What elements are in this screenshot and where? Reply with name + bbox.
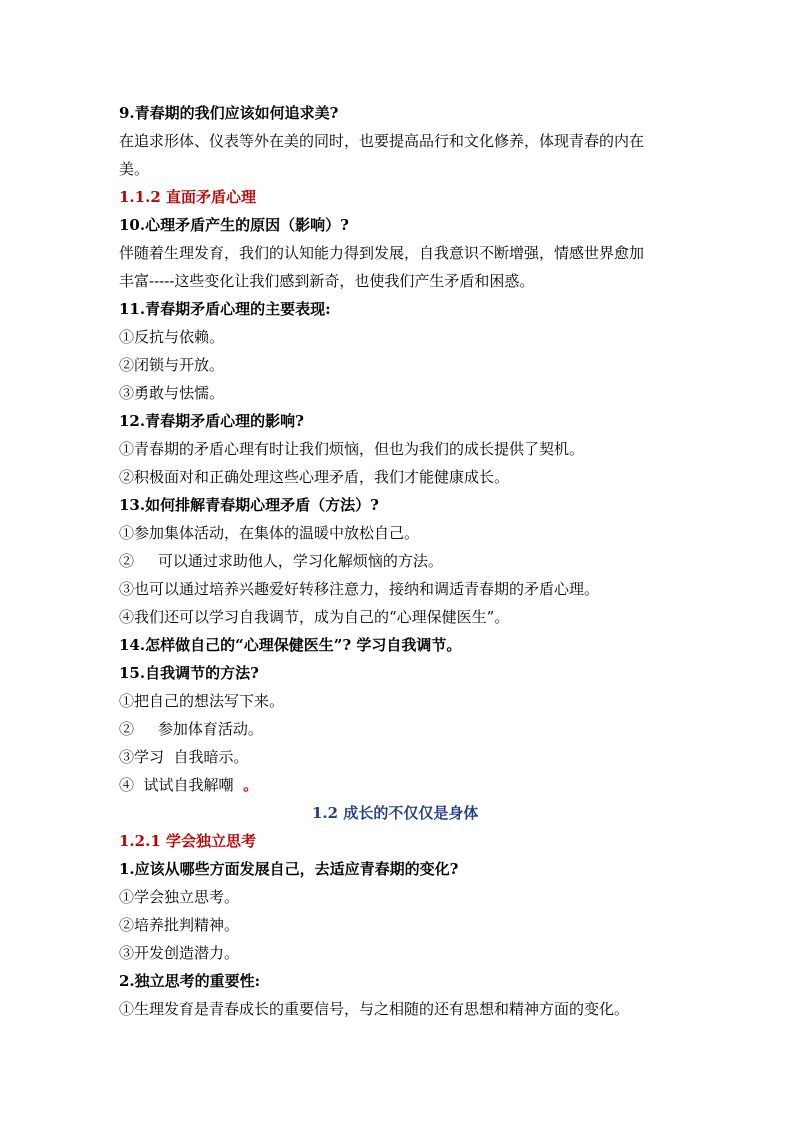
paragraph: 伴随着生理发育，我们的认知能力得到发展，自我意识不断增强，情感世界愈加 <box>119 244 645 262</box>
list-item: ①学会独立思考。 <box>119 888 240 906</box>
question-2: 2.独立思考的重要性: <box>119 972 261 990</box>
question-11: 11.青春期矛盾心理的主要表现: <box>119 300 331 318</box>
list-item: ② 参加体育活动。 <box>119 720 263 738</box>
list-item: ②积极面对和正确处理这些心理矛盾，我们才能健康成长。 <box>119 468 510 486</box>
list-item: ③勇敢与怯懦。 <box>119 384 225 402</box>
paragraph: 美。 <box>119 160 150 178</box>
section-heading: 1.1.2 直面矛盾心理 <box>119 188 256 206</box>
list-item: ② 可以通过求助他人，学习化解烦恼的方法。 <box>119 552 443 570</box>
list-item: ③也可以通过培养兴趣爱好转移注意力，接纳和调适青春期的矛盾心理。 <box>119 580 600 598</box>
list-item <box>119 775 258 795</box>
question-9: 9.青春期的我们应该如何追求美? <box>119 104 339 122</box>
question-14: 14.怎样做自己的“心理保健医生”? 学习自我调节。 <box>119 636 462 654</box>
question-1: 1.应该从哪些方面发展自己，去适应青春期的变化? <box>119 860 459 878</box>
list-item-text: ④ 试试自我解嘲 <box>119 776 244 794</box>
question-10: 10.心理矛盾产生的原因（影响）? <box>119 216 349 234</box>
list-item: ①生理发育是青春成长的重要信号，与之相随的还有思想和精神方面的变化。 <box>119 1000 630 1018</box>
question-15: 15.自我调节的方法? <box>119 664 259 682</box>
list-item: ①把自己的想法写下来。 <box>119 692 285 710</box>
chapter-heading: 1.2 成长的不仅仅是身体 <box>312 804 479 822</box>
list-item: ④我们还可以学习自我调节，成为自己的“心理保健医生”。 <box>119 608 510 626</box>
question-13: 13.如何排解青春期心理矛盾（方法）? <box>119 496 379 514</box>
list-item: ③学习 自我暗示。 <box>119 748 249 766</box>
paragraph: 在追求形体、仪表等外在美的同时，也要提高品行和文化修养，体现青春的内在 <box>119 132 645 150</box>
list-item: ②培养批判精神。 <box>119 916 240 934</box>
list-item: ①反抗与依赖。 <box>119 328 225 346</box>
paragraph: 丰富-----这些变化让我们感到新奇，也使我们产生矛盾和困惑。 <box>119 272 535 290</box>
red-period: 。 <box>243 776 259 794</box>
section-heading: 1.2.1 学会独立思考 <box>119 832 256 850</box>
list-item: ①参加集体活动，在集体的温暖中放松自己。 <box>119 524 420 542</box>
question-12: 12.青春期矛盾心理的影响? <box>119 412 304 430</box>
list-item: ②闭锁与开放。 <box>119 356 225 374</box>
list-item: ③开发创造潜力。 <box>119 944 240 962</box>
list-item: ①青春期的矛盾心理有时让我们烦恼，但也为我们的成长提供了契机。 <box>119 440 585 458</box>
